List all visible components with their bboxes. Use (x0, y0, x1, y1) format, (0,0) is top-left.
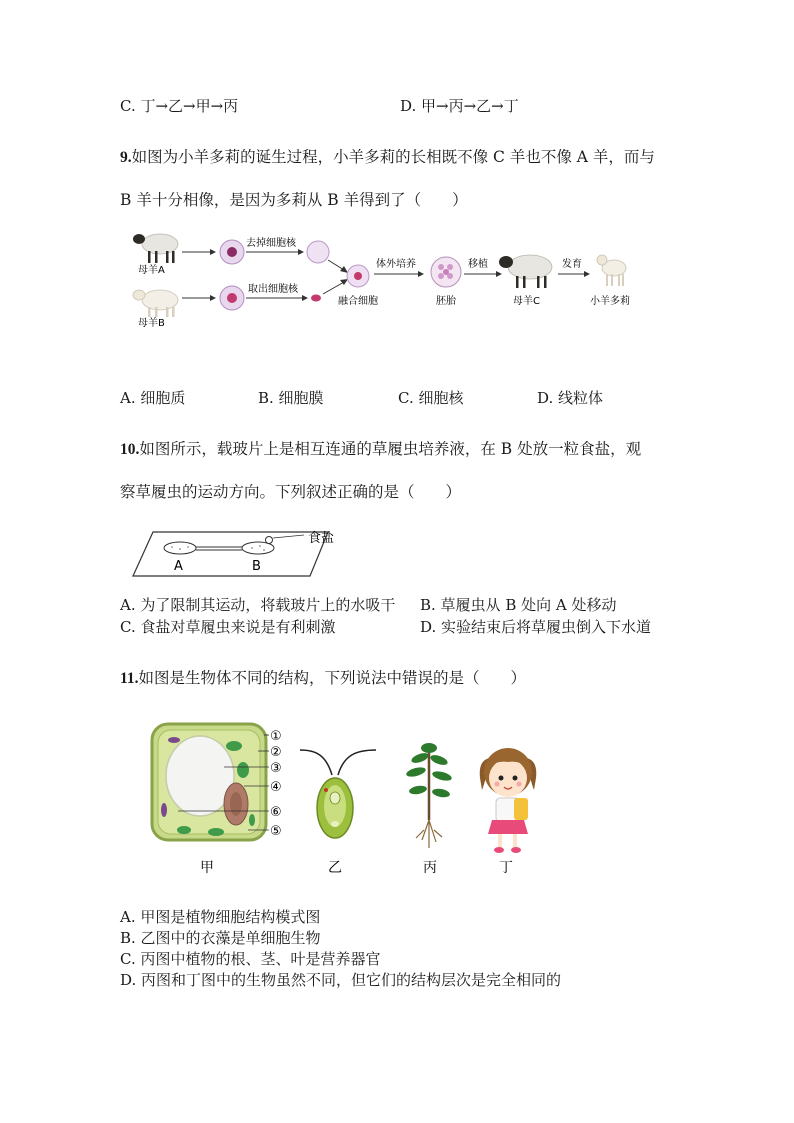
salt-grain-icon (266, 537, 273, 544)
glass-slide (133, 532, 328, 576)
q11-option-b: B. 乙图中的衣藻是单细胞生物 (120, 929, 321, 947)
q9-text-line1: 如图为小羊多莉的诞生过程，小羊多莉的长相既不像 C 羊也不像 A 羊，而与 (131, 148, 655, 166)
q9-option-d: D. 线粒体 (537, 389, 604, 407)
label-3: ③ (270, 761, 282, 776)
label-dolly: 小羊多莉 (590, 296, 630, 307)
q11-option-d: D. 丙图和丁图中的生物虽然不同，但它们的结构层次是完全相同的 (120, 971, 562, 989)
q9-option-a: A. 细胞质 (120, 389, 186, 407)
label-a: A (174, 559, 183, 574)
caption-yi: 乙 (328, 860, 342, 876)
q9-option-b: B. 细胞膜 (258, 389, 324, 407)
sheep-a-icon (133, 234, 178, 263)
chlamydomonas-diagram (300, 750, 376, 838)
culture-drop-a (164, 542, 196, 554)
q9-stem-line2: B 羊十分相像，是因为多莉从 B 羊得到了（ ） (120, 191, 468, 209)
q10-stem-line2: 察草履虫的运动方向。下列叙述正确的是（ ） (120, 483, 462, 501)
label-4: ④ (270, 780, 282, 795)
q11-option-a: A. 甲图是植物细胞结构模式图 (120, 908, 321, 926)
enucleated-egg-icon (307, 241, 329, 263)
label-culture: 体外培养 (376, 259, 416, 270)
q11-stem-line1 (120, 667, 526, 690)
label-b: B (252, 559, 261, 574)
girl-diagram (480, 748, 537, 853)
label-5: ⑤ (270, 824, 282, 839)
egg-cell-icon (220, 240, 244, 264)
q9-stem-line1 (120, 146, 655, 169)
caption-ding: 丁 (499, 860, 513, 876)
sheep-b-icon (133, 290, 178, 317)
q10-option-c: C. 食盐对草履虫来说是有利刺激 (120, 618, 336, 636)
label-develop: 发育 (562, 259, 582, 270)
label-sheep-b: 母羊B (138, 318, 165, 329)
lamb-dolly-icon (597, 255, 626, 286)
label-transplant: 移植 (468, 259, 488, 270)
label-sheep-a: 母羊A (138, 265, 165, 276)
q10-option-d: D. 实验结束后将草履虫倒入下水道 (420, 618, 652, 636)
q11-option-c: C. 丙图中植物的根、茎、叶是营养器官 (120, 950, 381, 968)
chloroplast (226, 741, 242, 751)
label-fused-cell: 融合细胞 (338, 296, 378, 307)
q8-option-c: C. 丁→乙→甲→丙 (120, 97, 239, 115)
nucleus-icon (311, 295, 321, 302)
plant-diagram (405, 743, 452, 848)
label-embryo: 胚胎 (436, 296, 456, 307)
q9-option-c: C. 细胞核 (398, 389, 464, 407)
q10-number: 10. (120, 441, 140, 458)
plant-cell-diagram (152, 724, 266, 840)
label-take-nucleus: 取出细胞核 (248, 284, 298, 295)
q9-cloning-diagram (120, 222, 650, 329)
q10-option-b: B. 草履虫从 B 处向 A 处移动 (420, 596, 617, 614)
label-1: ① (270, 729, 282, 744)
q10-option-a: A. 为了限制其运动，将载玻片上的水吸干 (120, 596, 396, 614)
sheep-c-icon (499, 255, 552, 288)
label-6: ⑥ (270, 805, 282, 820)
q11-text-line1: 如图是生物体不同的结构，下列说法中错误的是（ ） (138, 669, 527, 687)
caption-bing: 丙 (423, 860, 437, 876)
embryo-icon (431, 257, 461, 287)
q10-text-line1: 如图所示，载玻片上是相互连通的草履虫培养液，在 B 处放一粒食盐，观 (139, 440, 642, 458)
label-2: ② (270, 745, 282, 760)
label-salt: 食盐 (308, 531, 335, 546)
label-sheep-c: 母羊C (513, 296, 540, 307)
fused-cell-icon (347, 265, 369, 287)
body-cell-icon (220, 286, 244, 310)
label-remove-nucleus: 去掉细胞核 (246, 238, 296, 249)
q10-stem-line1 (120, 438, 641, 461)
q9-number: 9. (120, 149, 132, 166)
caption-jia: 甲 (200, 860, 214, 876)
q10-slide-diagram (128, 526, 358, 578)
q11-number: 11. (120, 670, 139, 687)
q8-option-d: D. 甲→丙→乙→丁 (400, 97, 519, 115)
q11-structures-diagram (148, 720, 548, 882)
